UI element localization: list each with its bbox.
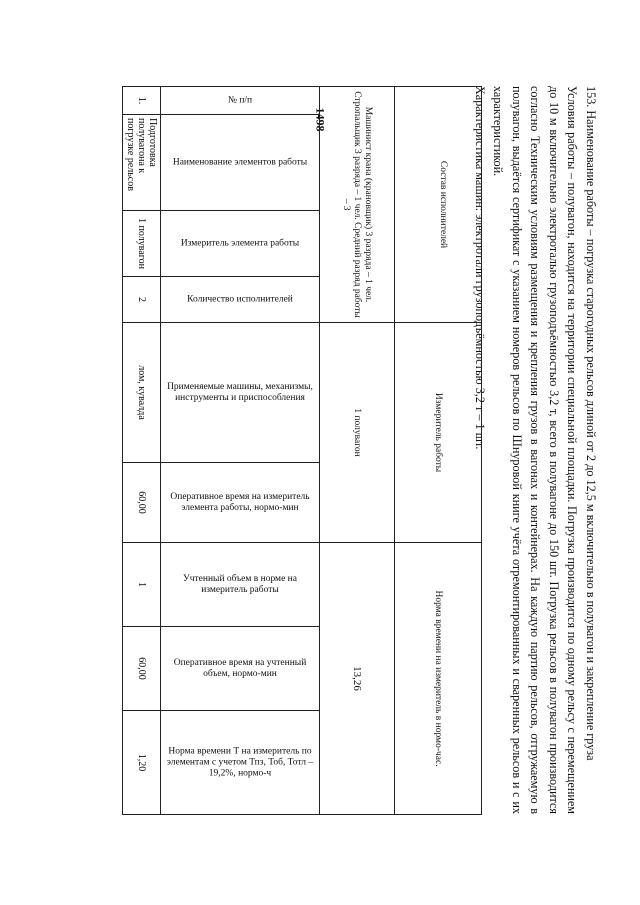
column-header-row bbox=[161, 87, 320, 815]
rotated-page-content bbox=[80, 86, 600, 814]
work-description bbox=[471, 86, 601, 814]
meter-value: 1 полувагон bbox=[320, 323, 395, 543]
col-volume-header: Учтенный объем в норме на измеритель работы bbox=[161, 543, 320, 627]
summary-values-row bbox=[320, 87, 395, 815]
col-op-time-volume-header: Оперативное время на учтенный объем, нормо-мин bbox=[161, 627, 320, 711]
summary-row bbox=[395, 87, 482, 815]
staff-header: Состав исполнителей bbox=[438, 160, 449, 249]
meter-header: Измеритель работы bbox=[433, 392, 444, 473]
staff-value: Машинист крана (крановщик) 3 разряда – 1 чел. Стропальщик 3 разряда – 1 чел. Средний разряд работы – 3 bbox=[320, 87, 395, 323]
norms-table bbox=[122, 86, 482, 815]
machine-characteristics: Характеристика машин: электротали грузоподъёмностью 3,2 т – 1 шт. bbox=[473, 86, 487, 450]
page-number: 1498 bbox=[313, 107, 328, 132]
work-conditions: Условия работы – полувагон, находится на территории специальной площадки. Погрузка производится по одному рельсу с перемещением до 10 м включительно электроталью грузоподъёмностью 3,2 т, всего в полувагоне до 150 шт. Погрузка рельсов в полувагон производится согласно Техническим условиям размещения и крепления грузов в вагонах и контейнерах. На каждую партию рельсов, отгружаемую в полувагон, выдаётся сертификат с указанием номеров рельсов по Шнуровой книге учёта отремонтированных и сваренных рельсов и с их характеристикой. bbox=[491, 86, 580, 814]
cell-element-meter: 1 полувагон bbox=[123, 211, 161, 277]
col-op-time-header: Оперативное время на измеритель элемента работы, нормо-мин bbox=[161, 463, 320, 543]
norm-header: Норма времени на измеритель в нормо-час. bbox=[433, 590, 444, 767]
cell-num: 1. bbox=[123, 87, 161, 115]
norm-value: 13,26 bbox=[320, 543, 395, 815]
cell-norm-time: 1,20 bbox=[123, 711, 161, 815]
col-machines-header: Применяемые машины, механизмы, инструменты и приспособления bbox=[161, 323, 320, 463]
work-title: 153. Наименование работы – погрузка старогодных рельсов длиной от 2 до 12,5 м включительно в полувагон и закрепление груза bbox=[584, 86, 598, 761]
staff-cell bbox=[395, 87, 482, 323]
cell-op-time: 60,00 bbox=[123, 463, 161, 543]
meter-header-cell bbox=[395, 323, 482, 543]
col-element-meter-header: Измеритель элемента работы bbox=[161, 211, 320, 277]
cell-volume: 1 bbox=[123, 543, 161, 627]
cell-op-time-volume: 60,00 bbox=[123, 627, 161, 711]
cell-workers: 2 bbox=[123, 277, 161, 323]
cell-machines: лом, кувалда bbox=[123, 323, 161, 463]
col-norm-time-header: Норма времени Т на измеритель по элементам с учетом Тпз, Тоб, Тотл – 19,2%, нормо-ч bbox=[161, 711, 320, 815]
cell-element: Подготовка полувагона к погрузке рельсов bbox=[123, 115, 161, 211]
col-element-header: Наименование элементов работы bbox=[161, 115, 320, 211]
col-workers-header: Количество исполнителей bbox=[161, 277, 320, 323]
table-row bbox=[123, 87, 161, 815]
norm-header-cell bbox=[395, 543, 482, 815]
col-num-header: № п/п bbox=[161, 87, 320, 115]
